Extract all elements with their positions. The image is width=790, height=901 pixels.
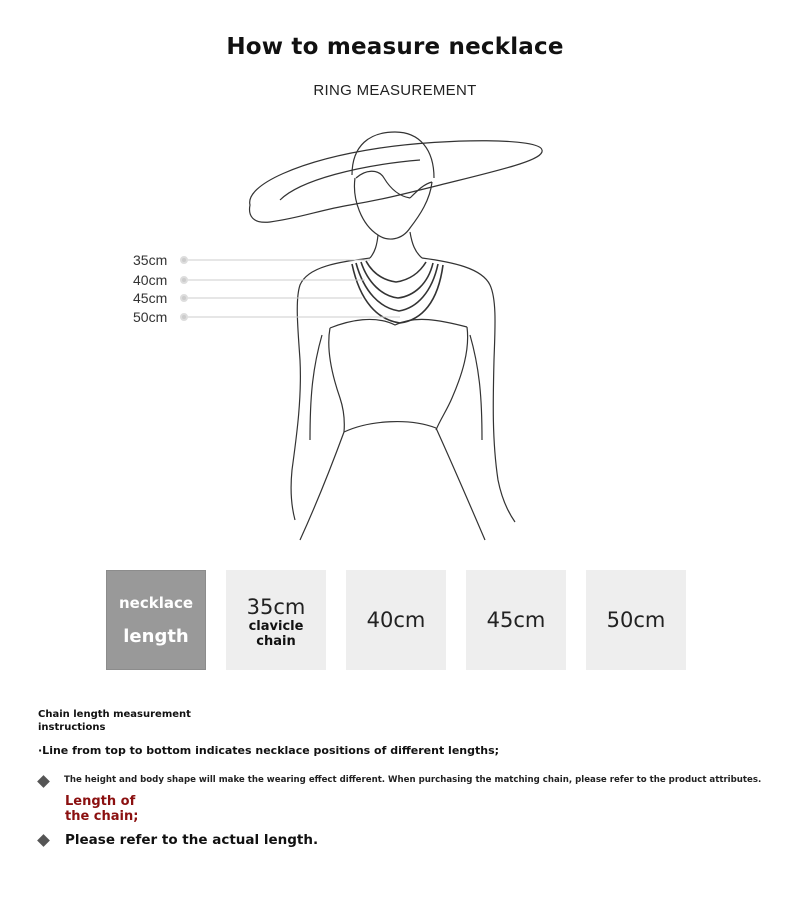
size-box-length: 35cm: [246, 595, 306, 619]
hat-brim-outline: [250, 141, 543, 223]
page-title: How to measure necklace: [226, 34, 564, 60]
guide-dot-45cm: [181, 295, 187, 301]
length-label-40cm: 40cm: [133, 272, 168, 288]
size-box-40cm: [346, 570, 446, 670]
left-inner-arm: [310, 335, 322, 440]
length-label-45cm: 45cm: [133, 290, 168, 306]
size-box-row: [106, 570, 706, 670]
necklace-35cm: [366, 261, 426, 282]
guide-dot-50cm: [181, 314, 187, 320]
necklace-length-header-box: [106, 570, 206, 670]
waist-line: [344, 422, 436, 432]
instructions-note-1: The height and body shape will make the wearing effect different. When purchasing the matching chain, please refer to the product attributes.: [64, 775, 762, 785]
length-label-35cm: 35cm: [133, 252, 168, 268]
instructions-line: ·Line from top to bottom indicates necklace positions of different lengths;: [38, 744, 500, 757]
diamond-bullet-icon: [37, 775, 50, 788]
length-label-50cm: 50cm: [133, 309, 168, 325]
header-box-line2: length: [123, 625, 189, 647]
bodice-right: [436, 327, 468, 430]
neck-left: [370, 235, 378, 258]
bodice-neckline: [330, 319, 467, 328]
woman-necklace-illustration: [0, 120, 790, 550]
size-box-35cm: [226, 570, 326, 670]
left-shoulder-arm: [291, 258, 370, 520]
size-box-length: 50cm: [606, 608, 666, 632]
instructions-highlight: Length of the chain;: [65, 794, 139, 824]
size-box-50cm: [586, 570, 686, 670]
neck-right: [410, 232, 422, 258]
guide-dot-35cm: [181, 257, 187, 263]
hat-crown: [352, 132, 434, 178]
face-outline: [354, 178, 432, 239]
right-inner-arm: [470, 335, 482, 440]
bodice-left: [329, 328, 345, 432]
right-shoulder-arm: [422, 258, 515, 522]
skirt-right: [436, 428, 485, 540]
header-box-line1: necklace: [118, 593, 194, 612]
diamond-bullet-icon: [37, 834, 50, 847]
size-box-length: 45cm: [486, 608, 546, 632]
size-box-note: clavicle chain: [248, 619, 304, 649]
guide-dot-40cm: [181, 277, 187, 283]
skirt-left: [300, 432, 344, 540]
size-box-length: 40cm: [366, 608, 426, 632]
size-box-45cm: [466, 570, 566, 670]
page-subtitle: RING MEASUREMENT: [313, 82, 477, 99]
instructions-title: Chain length measurement instructions: [38, 709, 191, 733]
instructions-note-2: Please refer to the actual length.: [65, 832, 319, 848]
